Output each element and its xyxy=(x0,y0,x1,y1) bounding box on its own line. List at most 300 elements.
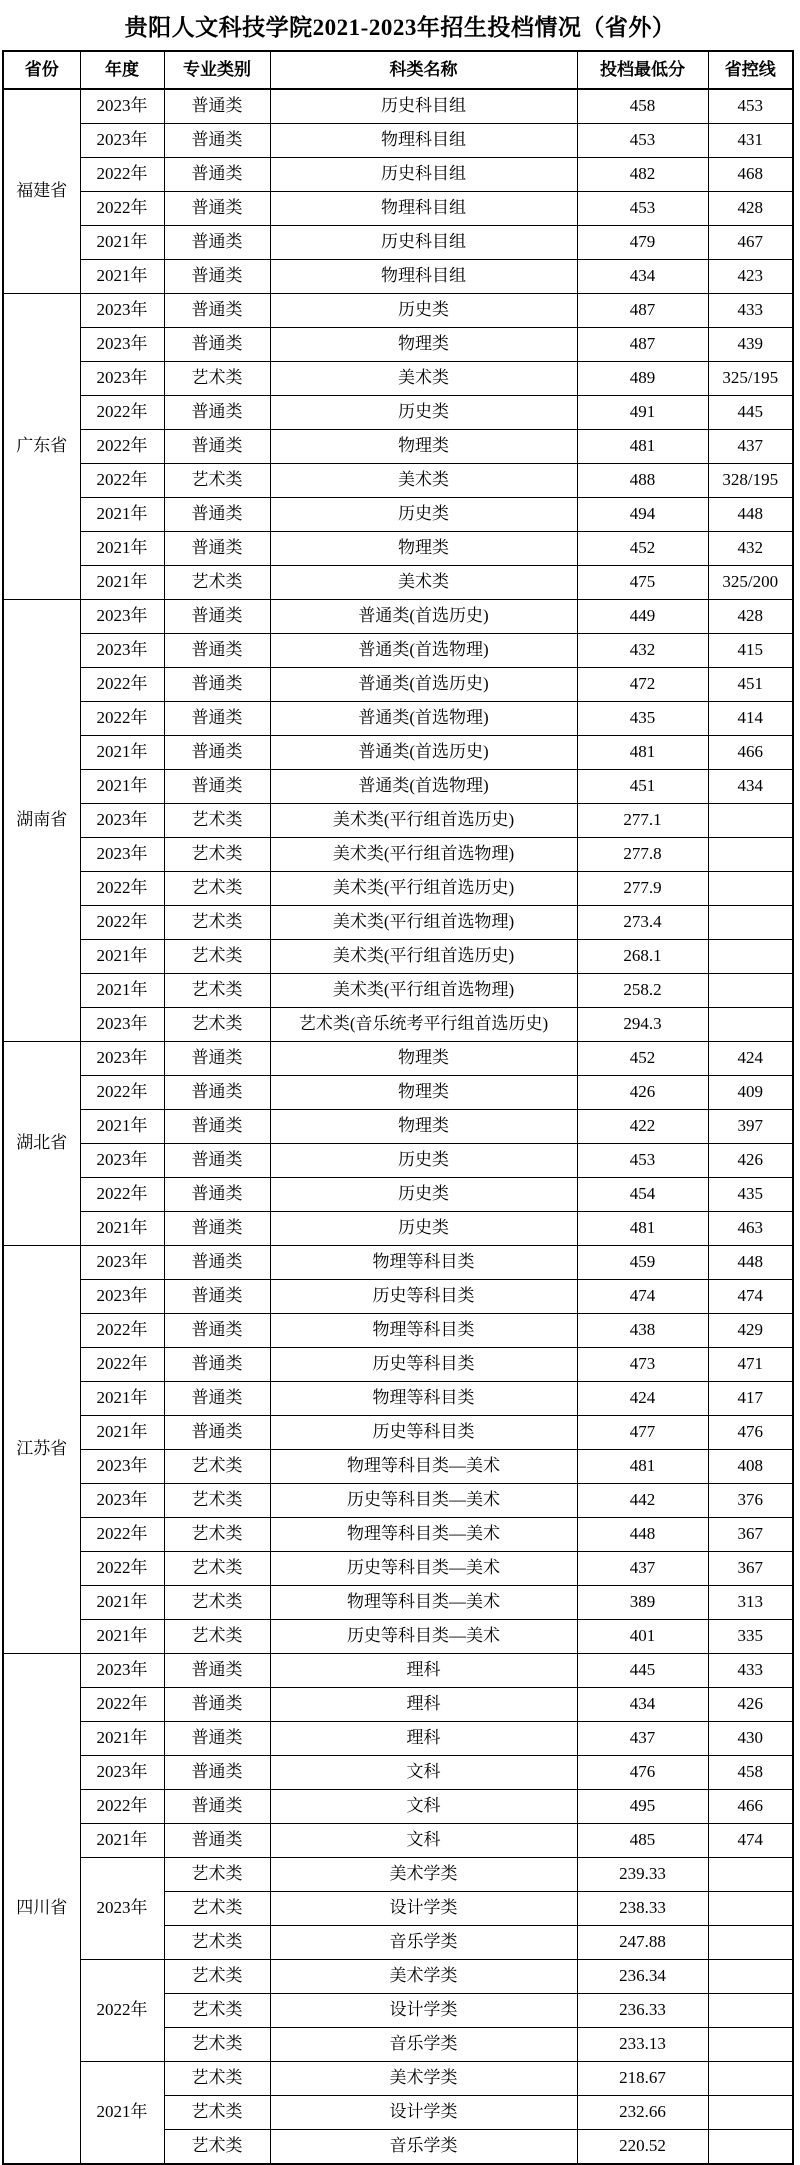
control-line-cell: 466 xyxy=(708,736,793,770)
category-cell: 普通类 xyxy=(164,702,270,736)
category-cell: 普通类 xyxy=(164,1382,270,1416)
min-score-cell: 489 xyxy=(577,362,708,396)
table-row xyxy=(3,770,793,804)
province-cell: 四川省 xyxy=(3,1654,80,2165)
min-score-cell: 277.8 xyxy=(577,838,708,872)
min-score-cell: 434 xyxy=(577,1688,708,1722)
year-cell: 2021年 xyxy=(80,566,164,600)
subject-cell: 美术类(平行组首选物理) xyxy=(270,906,577,940)
table-row xyxy=(3,1280,793,1314)
table-row xyxy=(3,872,793,906)
category-cell: 普通类 xyxy=(164,498,270,532)
control-line-cell: 376 xyxy=(708,1484,793,1518)
year-cell: 2023年 xyxy=(80,1144,164,1178)
year-cell: 2021年 xyxy=(80,1416,164,1450)
control-line-cell: 466 xyxy=(708,1790,793,1824)
control-line-cell: 367 xyxy=(708,1518,793,1552)
category-cell: 艺术类 xyxy=(164,1926,270,1960)
min-score-cell: 247.88 xyxy=(577,1926,708,1960)
subject-cell: 理科 xyxy=(270,1654,577,1688)
control-line-cell xyxy=(708,2096,793,2130)
year-cell: 2022年 xyxy=(80,396,164,430)
min-score-cell: 442 xyxy=(577,1484,708,1518)
control-line-cell: 430 xyxy=(708,1722,793,1756)
control-line-cell: 474 xyxy=(708,1824,793,1858)
year-cell: 2022年 xyxy=(80,158,164,192)
year-cell: 2022年 xyxy=(80,1314,164,1348)
year-cell: 2022年 xyxy=(80,906,164,940)
min-score-cell: 459 xyxy=(577,1246,708,1280)
year-cell: 2021年 xyxy=(80,940,164,974)
subject-cell: 历史等科目类—美术 xyxy=(270,1552,577,1586)
year-cell: 2021年 xyxy=(80,974,164,1008)
control-line-cell: 471 xyxy=(708,1348,793,1382)
subject-cell: 历史等科目类 xyxy=(270,1416,577,1450)
subject-cell: 物理科目组 xyxy=(270,192,577,226)
table-row xyxy=(3,1110,793,1144)
subject-cell: 理科 xyxy=(270,1688,577,1722)
year-cell: 2022年 xyxy=(80,192,164,226)
control-line-cell: 445 xyxy=(708,396,793,430)
control-line-cell xyxy=(708,1994,793,2028)
category-cell: 普通类 xyxy=(164,1144,270,1178)
table-row xyxy=(3,600,793,634)
min-score-cell: 445 xyxy=(577,1654,708,1688)
year-cell: 2023年 xyxy=(80,804,164,838)
control-line-cell: 437 xyxy=(708,430,793,464)
control-line-cell xyxy=(708,906,793,940)
category-cell: 艺术类 xyxy=(164,906,270,940)
table-row xyxy=(3,1518,793,1552)
subject-cell: 美术类 xyxy=(270,566,577,600)
control-line-cell: 417 xyxy=(708,1382,793,1416)
subject-cell: 历史等科目类—美术 xyxy=(270,1620,577,1654)
min-score-cell: 494 xyxy=(577,498,708,532)
min-score-cell: 401 xyxy=(577,1620,708,1654)
subject-cell: 文科 xyxy=(270,1824,577,1858)
min-score-cell: 435 xyxy=(577,702,708,736)
category-cell: 普通类 xyxy=(164,1212,270,1246)
min-score-cell: 488 xyxy=(577,464,708,498)
min-score-cell: 482 xyxy=(577,158,708,192)
subject-cell: 物理等科目类 xyxy=(270,1382,577,1416)
min-score-cell: 220.52 xyxy=(577,2130,708,2165)
subject-cell: 物理类 xyxy=(270,328,577,362)
control-line-cell: 439 xyxy=(708,328,793,362)
category-cell: 艺术类 xyxy=(164,1552,270,1586)
min-score-cell: 476 xyxy=(577,1756,708,1790)
province-cell: 广东省 xyxy=(3,294,80,600)
control-line-cell: 448 xyxy=(708,1246,793,1280)
year-cell: 2021年 xyxy=(80,1586,164,1620)
control-line-cell xyxy=(708,1960,793,1994)
table-row xyxy=(3,430,793,464)
table-header xyxy=(3,51,793,89)
subject-cell: 物理类 xyxy=(270,1042,577,1076)
category-cell: 艺术类 xyxy=(164,872,270,906)
subject-cell: 美术类(平行组首选历史) xyxy=(270,872,577,906)
min-score-cell: 438 xyxy=(577,1314,708,1348)
subject-cell: 历史科目组 xyxy=(270,158,577,192)
subject-cell: 物理等科目类 xyxy=(270,1246,577,1280)
min-score-cell: 473 xyxy=(577,1348,708,1382)
control-line-cell xyxy=(708,838,793,872)
subject-cell: 历史类 xyxy=(270,1212,577,1246)
control-line-cell: 434 xyxy=(708,770,793,804)
subject-cell: 设计学类 xyxy=(270,2096,577,2130)
control-line-cell: 409 xyxy=(708,1076,793,1110)
subject-cell: 美术类 xyxy=(270,362,577,396)
category-cell: 艺术类 xyxy=(164,1892,270,1926)
min-score-cell: 233.13 xyxy=(577,2028,708,2062)
year-cell: 2023年 xyxy=(80,1484,164,1518)
category-cell: 普通类 xyxy=(164,668,270,702)
table-row xyxy=(3,940,793,974)
table-row xyxy=(3,498,793,532)
year-cell: 2023年 xyxy=(80,1280,164,1314)
year-cell: 2021年 xyxy=(80,770,164,804)
year-cell: 2023年 xyxy=(80,634,164,668)
control-line-cell: 433 xyxy=(708,294,793,328)
table-row xyxy=(3,124,793,158)
control-line-cell: 474 xyxy=(708,1280,793,1314)
subject-cell: 设计学类 xyxy=(270,1892,577,1926)
subject-cell: 历史科目组 xyxy=(270,89,577,124)
control-line-cell: 458 xyxy=(708,1756,793,1790)
control-line-cell xyxy=(708,1892,793,1926)
subject-cell: 文科 xyxy=(270,1756,577,1790)
table-row xyxy=(3,1008,793,1042)
min-score-cell: 236.33 xyxy=(577,1994,708,2028)
category-cell: 艺术类 xyxy=(164,2096,270,2130)
subject-cell: 理科 xyxy=(270,1722,577,1756)
min-score-cell: 453 xyxy=(577,124,708,158)
year-cell: 2022年 xyxy=(80,430,164,464)
subject-cell: 历史类 xyxy=(270,294,577,328)
control-line-cell xyxy=(708,1926,793,1960)
category-cell: 普通类 xyxy=(164,226,270,260)
table-row xyxy=(3,566,793,600)
table-row xyxy=(3,1348,793,1382)
category-cell: 艺术类 xyxy=(164,566,270,600)
table-row xyxy=(3,1688,793,1722)
control-line-cell xyxy=(708,2130,793,2165)
table-row xyxy=(3,2062,793,2096)
category-cell: 普通类 xyxy=(164,260,270,294)
control-line-cell: 325/200 xyxy=(708,566,793,600)
subject-cell: 物理类 xyxy=(270,532,577,566)
category-cell: 普通类 xyxy=(164,532,270,566)
province-cell: 湖北省 xyxy=(3,1042,80,1246)
table-row xyxy=(3,1722,793,1756)
table-row xyxy=(3,532,793,566)
table-row xyxy=(3,1178,793,1212)
category-cell: 普通类 xyxy=(164,294,270,328)
subject-cell: 美术类 xyxy=(270,464,577,498)
category-cell: 艺术类 xyxy=(164,1008,270,1042)
year-cell: 2021年 xyxy=(80,1382,164,1416)
table-row xyxy=(3,260,793,294)
subject-cell: 美术类(平行组首选物理) xyxy=(270,974,577,1008)
min-score-cell: 451 xyxy=(577,770,708,804)
year-cell: 2021年 xyxy=(80,1722,164,1756)
min-score-cell: 452 xyxy=(577,532,708,566)
category-cell: 普通类 xyxy=(164,1280,270,1314)
table-row xyxy=(3,226,793,260)
subject-cell: 历史类 xyxy=(270,396,577,430)
category-cell: 普通类 xyxy=(164,1178,270,1212)
subject-cell: 物理类 xyxy=(270,1110,577,1144)
category-cell: 普通类 xyxy=(164,1314,270,1348)
min-score-cell: 273.4 xyxy=(577,906,708,940)
year-cell: 2021年 xyxy=(80,1212,164,1246)
category-cell: 艺术类 xyxy=(164,1620,270,1654)
subject-cell: 物理类 xyxy=(270,430,577,464)
min-score-cell: 453 xyxy=(577,1144,708,1178)
province-cell: 江苏省 xyxy=(3,1246,80,1654)
year-cell: 2023年 xyxy=(80,1008,164,1042)
table-row xyxy=(3,1144,793,1178)
subject-cell: 历史等科目类 xyxy=(270,1280,577,1314)
table-row xyxy=(3,1586,793,1620)
min-score-cell: 487 xyxy=(577,294,708,328)
control-line-cell xyxy=(708,1858,793,1892)
control-line-cell: 468 xyxy=(708,158,793,192)
control-line-cell: 367 xyxy=(708,1552,793,1586)
year-cell: 2021年 xyxy=(80,1620,164,1654)
subject-cell: 美术学类 xyxy=(270,1858,577,1892)
subject-cell: 文科 xyxy=(270,1790,577,1824)
control-line-cell: 325/195 xyxy=(708,362,793,396)
category-cell: 普通类 xyxy=(164,89,270,124)
header-subject: 科类名称 xyxy=(270,51,577,89)
min-score-cell: 481 xyxy=(577,736,708,770)
year-cell: 2023年 xyxy=(80,124,164,158)
category-cell: 艺术类 xyxy=(164,804,270,838)
category-cell: 普通类 xyxy=(164,1348,270,1382)
category-cell: 普通类 xyxy=(164,1110,270,1144)
year-cell: 2022年 xyxy=(80,464,164,498)
min-score-cell: 424 xyxy=(577,1382,708,1416)
table-row xyxy=(3,1960,793,1994)
category-cell: 普通类 xyxy=(164,736,270,770)
category-cell: 普通类 xyxy=(164,1722,270,1756)
table-row xyxy=(3,328,793,362)
control-line-cell: 428 xyxy=(708,600,793,634)
min-score-cell: 448 xyxy=(577,1518,708,1552)
table-row xyxy=(3,1450,793,1484)
category-cell: 普通类 xyxy=(164,1688,270,1722)
year-cell: 2022年 xyxy=(80,1518,164,1552)
control-line-cell: 432 xyxy=(708,532,793,566)
control-line-cell xyxy=(708,974,793,1008)
control-line-cell: 426 xyxy=(708,1144,793,1178)
table-row xyxy=(3,906,793,940)
category-cell: 艺术类 xyxy=(164,1586,270,1620)
table-body xyxy=(3,89,793,2164)
category-cell: 普通类 xyxy=(164,1790,270,1824)
subject-cell: 物理等科目类—美术 xyxy=(270,1450,577,1484)
min-score-cell: 239.33 xyxy=(577,1858,708,1892)
subject-cell: 历史等科目类—美术 xyxy=(270,1484,577,1518)
subject-cell: 普通类(首选历史) xyxy=(270,736,577,770)
subject-cell: 美术学类 xyxy=(270,1960,577,1994)
min-score-cell: 236.34 xyxy=(577,1960,708,1994)
table-row xyxy=(3,1654,793,1688)
year-cell: 2021年 xyxy=(80,736,164,770)
year-cell: 2021年 xyxy=(80,1110,164,1144)
min-score-cell: 258.2 xyxy=(577,974,708,1008)
year-cell: 2022年 xyxy=(80,1688,164,1722)
category-cell: 艺术类 xyxy=(164,2062,270,2096)
control-line-cell: 476 xyxy=(708,1416,793,1450)
table-row xyxy=(3,89,793,124)
control-line-cell: 397 xyxy=(708,1110,793,1144)
year-cell: 2021年 xyxy=(80,2062,164,2165)
province-cell: 福建省 xyxy=(3,89,80,294)
min-score-cell: 277.1 xyxy=(577,804,708,838)
category-cell: 普通类 xyxy=(164,1654,270,1688)
category-cell: 艺术类 xyxy=(164,1484,270,1518)
control-line-cell: 313 xyxy=(708,1586,793,1620)
subject-cell: 艺术类(音乐统考平行组首选历史) xyxy=(270,1008,577,1042)
category-cell: 艺术类 xyxy=(164,1450,270,1484)
category-cell: 艺术类 xyxy=(164,838,270,872)
page-title: 贵阳人文科技学院2021-2023年招生投档情况（省外） xyxy=(124,14,676,40)
table-row xyxy=(3,396,793,430)
min-score-cell: 389 xyxy=(577,1586,708,1620)
category-cell: 普通类 xyxy=(164,124,270,158)
category-cell: 普通类 xyxy=(164,328,270,362)
year-cell: 2023年 xyxy=(80,328,164,362)
control-line-cell: 451 xyxy=(708,668,793,702)
control-line-cell: 408 xyxy=(708,1450,793,1484)
year-cell: 2022年 xyxy=(80,668,164,702)
year-cell: 2023年 xyxy=(80,1042,164,1076)
category-cell: 普通类 xyxy=(164,634,270,668)
min-score-cell: 294.3 xyxy=(577,1008,708,1042)
category-cell: 艺术类 xyxy=(164,1960,270,1994)
subject-cell: 物理等科目类—美术 xyxy=(270,1518,577,1552)
category-cell: 普通类 xyxy=(164,396,270,430)
table-row xyxy=(3,362,793,396)
year-cell: 2023年 xyxy=(80,362,164,396)
table-row xyxy=(3,702,793,736)
subject-cell: 音乐学类 xyxy=(270,1926,577,1960)
subject-cell: 物理类 xyxy=(270,1076,577,1110)
table-row xyxy=(3,1314,793,1348)
min-score-cell: 495 xyxy=(577,1790,708,1824)
min-score-cell: 277.9 xyxy=(577,872,708,906)
table-row xyxy=(3,1076,793,1110)
category-cell: 艺术类 xyxy=(164,2130,270,2165)
min-score-cell: 487 xyxy=(577,328,708,362)
min-score-cell: 481 xyxy=(577,1450,708,1484)
year-cell: 2023年 xyxy=(80,1858,164,1960)
year-cell: 2023年 xyxy=(80,1246,164,1280)
category-cell: 艺术类 xyxy=(164,362,270,396)
subject-cell: 普通类(首选物理) xyxy=(270,702,577,736)
subject-cell: 物理科目组 xyxy=(270,124,577,158)
control-line-cell: 328/195 xyxy=(708,464,793,498)
subject-cell: 美术类(平行组首选历史) xyxy=(270,804,577,838)
category-cell: 艺术类 xyxy=(164,940,270,974)
category-cell: 艺术类 xyxy=(164,2028,270,2062)
category-cell: 艺术类 xyxy=(164,1518,270,1552)
year-cell: 2023年 xyxy=(80,1756,164,1790)
control-line-cell: 428 xyxy=(708,192,793,226)
year-cell: 2022年 xyxy=(80,1348,164,1382)
year-cell: 2023年 xyxy=(80,1450,164,1484)
min-score-cell: 238.33 xyxy=(577,1892,708,1926)
min-score-cell: 268.1 xyxy=(577,940,708,974)
min-score-cell: 452 xyxy=(577,1042,708,1076)
admission-score-table xyxy=(2,50,794,2165)
category-cell: 普通类 xyxy=(164,1756,270,1790)
min-score-cell: 485 xyxy=(577,1824,708,1858)
category-cell: 普通类 xyxy=(164,1042,270,1076)
min-score-cell: 232.66 xyxy=(577,2096,708,2130)
category-cell: 普通类 xyxy=(164,158,270,192)
table-row xyxy=(3,1382,793,1416)
min-score-cell: 454 xyxy=(577,1178,708,1212)
header-year: 年度 xyxy=(80,51,164,89)
min-score-cell: 437 xyxy=(577,1552,708,1586)
table-row xyxy=(3,634,793,668)
min-score-cell: 437 xyxy=(577,1722,708,1756)
subject-cell: 历史科目组 xyxy=(270,226,577,260)
year-cell: 2022年 xyxy=(80,702,164,736)
header-province: 省份 xyxy=(3,51,80,89)
year-cell: 2022年 xyxy=(80,1960,164,2062)
table-row xyxy=(3,158,793,192)
min-score-cell: 449 xyxy=(577,600,708,634)
min-score-cell: 481 xyxy=(577,430,708,464)
year-cell: 2022年 xyxy=(80,872,164,906)
category-cell: 普通类 xyxy=(164,1076,270,1110)
subject-cell: 音乐学类 xyxy=(270,2130,577,2165)
control-line-cell: 424 xyxy=(708,1042,793,1076)
table-row xyxy=(3,804,793,838)
year-cell: 2021年 xyxy=(80,226,164,260)
table-row xyxy=(3,192,793,226)
control-line-cell xyxy=(708,1008,793,1042)
category-cell: 艺术类 xyxy=(164,464,270,498)
year-cell: 2023年 xyxy=(80,838,164,872)
control-line-cell: 463 xyxy=(708,1212,793,1246)
category-cell: 普通类 xyxy=(164,1246,270,1280)
year-cell: 2022年 xyxy=(80,1552,164,1586)
table-row xyxy=(3,1756,793,1790)
header-min-score: 投档最低分 xyxy=(577,51,708,89)
control-line-cell: 467 xyxy=(708,226,793,260)
year-cell: 2023年 xyxy=(80,294,164,328)
table-row xyxy=(3,1824,793,1858)
control-line-cell xyxy=(708,872,793,906)
year-cell: 2023年 xyxy=(80,1654,164,1688)
subject-cell: 历史等科目类 xyxy=(270,1348,577,1382)
min-score-cell: 458 xyxy=(577,89,708,124)
table-row xyxy=(3,1484,793,1518)
control-line-cell xyxy=(708,2062,793,2096)
table-row xyxy=(3,974,793,1008)
control-line-cell: 435 xyxy=(708,1178,793,1212)
category-cell: 艺术类 xyxy=(164,1858,270,1892)
control-line-cell: 423 xyxy=(708,260,793,294)
table-row xyxy=(3,1212,793,1246)
control-line-cell: 433 xyxy=(708,1654,793,1688)
control-line-cell: 426 xyxy=(708,1688,793,1722)
